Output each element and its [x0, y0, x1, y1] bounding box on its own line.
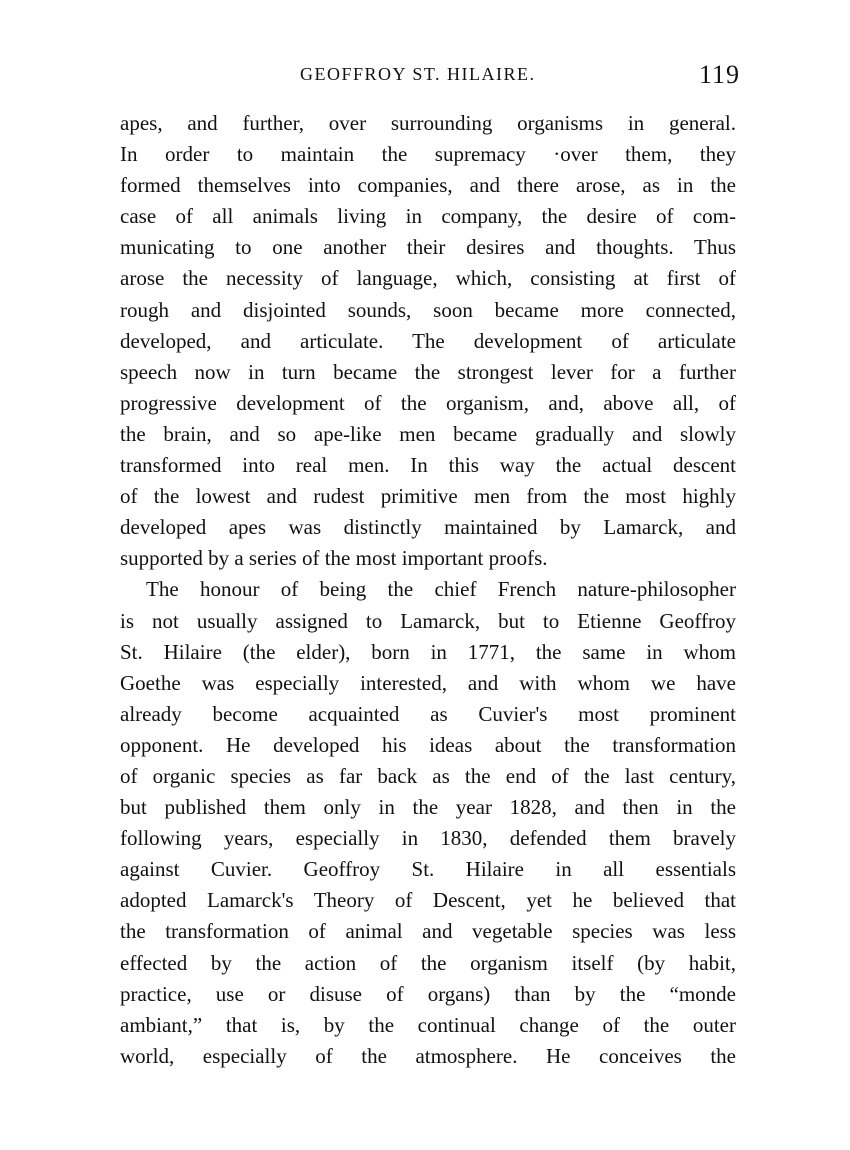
text-line: effected by the action of the organism itself (by habit, — [120, 950, 736, 975]
text-line: the brain, and so ape-like men became gradually and slowly — [120, 421, 736, 446]
text-line: case of all animals living in company, the desire of com- — [120, 204, 736, 229]
text-line: following years, especially in 1830, defended them bravely — [120, 826, 736, 851]
text-line: already become acquainted as Cuvier's most prominent — [120, 701, 736, 726]
text-line: but published them only in the year 1828, and then in the — [120, 795, 736, 820]
text-line: of organic species as far back as the end of the last century, — [120, 763, 736, 788]
paragraph-2 — [120, 574, 736, 1072]
text-line: of the lowest and rudest primitive men from the most highly — [120, 484, 736, 509]
text-line: speech now in turn became the strongest lever for a further — [120, 359, 736, 384]
text-line: practice, use or disuse of organs) than by the “monde — [120, 981, 736, 1006]
page-number: 119 — [698, 60, 740, 89]
text-line: apes, and further, over surrounding organisms in general. — [120, 111, 736, 135]
text-line: rough and disjointed sounds, soon became more connected, — [120, 297, 736, 322]
text-line: adopted Lamarck's Theory of Descent, yet he believed that — [120, 888, 736, 913]
text-line: world, especially of the atmosphere. He conceives the — [120, 1043, 736, 1068]
text-line: formed themselves into companies, and there arose, as in the — [120, 173, 736, 198]
running-head — [120, 60, 740, 90]
paragraph-1 — [120, 108, 736, 574]
body-text — [120, 108, 736, 1072]
text-line: St. Hilaire (the elder), born in 1771, the same in whom — [120, 639, 736, 664]
text-line: The honour of being the chief French nature-philosopher — [146, 577, 736, 602]
running-head-title: GEOFFROY ST. HILAIRE. — [300, 64, 536, 84]
text-line: opponent. He developed his ideas about the transformation — [120, 732, 736, 757]
text-line: the transformation of animal and vegetable species was less — [120, 919, 736, 944]
text-line: supported by a series of the most important proofs. — [120, 546, 548, 571]
text-line: ambiant,” that is, by the continual change of the outer — [120, 1012, 736, 1037]
text-line: arose the necessity of language, which, consisting at first of — [120, 266, 736, 291]
text-line: is not usually assigned to Lamarck, but to Etienne Geoffroy — [120, 608, 736, 633]
text-line: developed, and articulate. The development of articulate — [120, 328, 736, 353]
text-line: municating to one another their desires and thoughts. Thus — [120, 235, 736, 260]
text-line: Goethe was especially interested, and with whom we have — [120, 670, 736, 695]
text-line: developed apes was distinctly maintained by Lamarck, and — [120, 515, 736, 540]
text-line: progressive development of the organism, and, above all, of — [120, 390, 736, 415]
text-line: transformed into real men. In this way the actual descent — [120, 453, 736, 478]
text-line: against Cuvier. Geoffroy St. Hilaire in all essentials — [120, 857, 736, 882]
text-line: In order to maintain the supremacy ·over them, they — [120, 142, 736, 167]
